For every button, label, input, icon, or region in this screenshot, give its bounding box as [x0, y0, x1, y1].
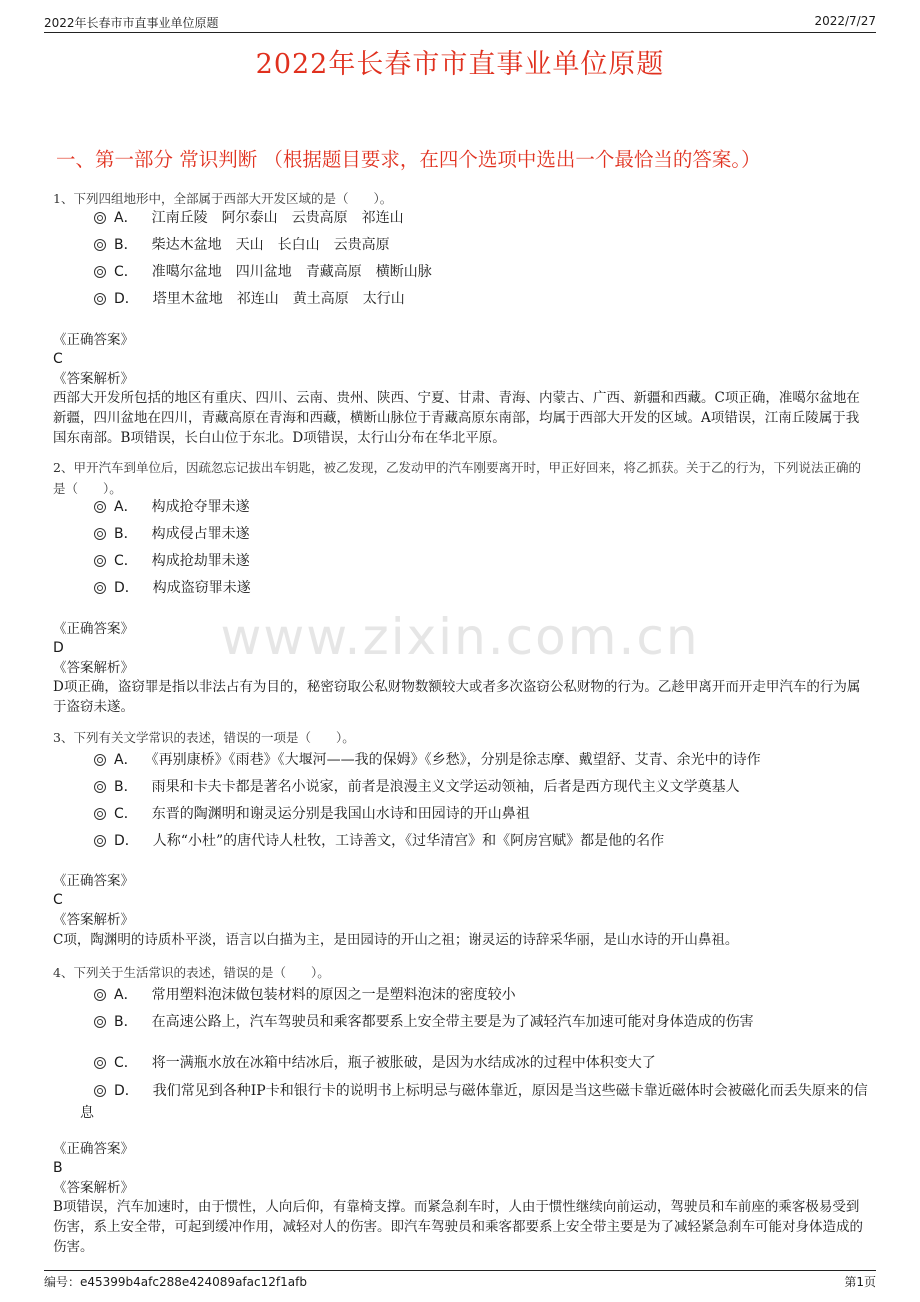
question-4-analysis-label: 《答案解析》	[53, 1180, 134, 1196]
question-1-option-c[interactable]: C． 准噶尔盆地 四川盆地 青藏高原 横断山脉	[94, 261, 864, 283]
question-4-analysis: B项错误，汽车加速时，由于惯性，人向后仰，有靠椅支撑。而紧急刹车时，人由于惯性继续向前运动，驾驶员和车前座的乘客极易受到伤害，系上安全带，可起到缓冲作用，减轻对人的伤害。即汽车驾驶员和乘客都要系上安全带主要是为了减轻紧急刹车可能对身体造成的伤害。	[53, 1199, 863, 1255]
header-date: 2022/7/27	[814, 14, 876, 28]
question-1-analysis-label: 《答案解析》	[53, 371, 134, 387]
radio-icon[interactable]	[94, 1057, 106, 1069]
question-2-stem: 2、甲开汽车到单位后，因疏忽忘记拔出车钥匙，被乙发现，乙发动甲的汽车刚要离开时，甲正好回来，将乙抓获。关于乙的行为，下列说法正确的是（ ）。	[53, 460, 861, 496]
question-4-answer: B	[53, 1160, 63, 1176]
radio-icon[interactable]	[94, 754, 106, 766]
header-doc-title: 2022年长春市市直事业单位原题	[44, 16, 219, 30]
page-header	[44, 12, 876, 33]
question-1-stem: 1、下列四组地形中，全部属于西部大开发区域的是（ ）。	[53, 191, 393, 206]
question-3-option-c[interactable]: C． 东晋的陶渊明和谢灵运分别是我国山水诗和田园诗的开山鼻祖	[94, 803, 864, 825]
question-3-option-d[interactable]: D． 人称“小杜”的唐代诗人杜牧，工诗善文，《过华清宫》和《阿房宫赋》都是他的名作	[94, 830, 864, 852]
question-2-answer: D	[53, 640, 64, 656]
question-3-option-b[interactable]: B． 雨果和卡夫卡都是著名小说家，前者是浪漫主义文学运动领袖，后者是西方现代主义文学奠基人	[94, 776, 864, 798]
question-2-option-a[interactable]: A． 构成抢夺罪未遂	[94, 496, 864, 518]
question-3-option-a[interactable]: A． 《再别康桥》《雨巷》《大堰河——我的保姆》《乡愁》，分别是徐志摩、戴望舒、艾青、余光中的诗作	[94, 749, 864, 771]
question-4-answer-label: 《正确答案》	[53, 1141, 134, 1157]
question-3-answer: C	[53, 892, 63, 908]
question-2-option-d[interactable]: D． 构成盗窃罪未遂	[94, 577, 864, 599]
footer-page-number: 第1页	[844, 1275, 876, 1289]
radio-icon[interactable]	[94, 293, 106, 305]
radio-icon[interactable]	[94, 808, 106, 820]
question-4-option-c[interactable]: C． 将一满瓶水放在冰箱中结冰后，瓶子被胀破，是因为水结成冰的过程中体积变大了	[94, 1052, 864, 1074]
radio-icon[interactable]	[94, 835, 106, 847]
radio-icon[interactable]	[94, 239, 106, 251]
question-3-analysis-label: 《答案解析》	[53, 912, 134, 928]
question-2-analysis: D项正确，盗窃罪是指以非法占有为目的，秘密窃取公私财物数额较大或者多次盗窃公私财物的行为。乙趁甲离开而开走甲汽车的行为属于盗窃未遂。	[53, 679, 861, 715]
question-4-option-a[interactable]: A． 常用塑料泡沫做包装材料的原因之一是塑料泡沫的密度较小	[94, 984, 864, 1006]
watermark: www.zixin.com.cn	[220, 608, 700, 666]
page-footer	[44, 1270, 876, 1291]
radio-icon[interactable]	[94, 212, 106, 224]
radio-icon[interactable]	[94, 1085, 106, 1097]
radio-icon[interactable]	[94, 528, 106, 540]
question-4-option-b[interactable]: B． 在高速公路上，汽车驾驶员和乘客都要系上安全带主要是为了减轻汽车加速可能对身体造成的伤害	[94, 1011, 864, 1033]
footer-doc-id: 编号：e45399b4afc288e424089afac12f1afb	[44, 1275, 307, 1289]
question-4-option-d[interactable]: D． 我们常见到各种IP卡和银行卡的说明书上标明忌与磁体靠近，原因是当这些磁卡靠近磁体时会被磁化而丢失原来的信息	[80, 1083, 868, 1121]
radio-icon[interactable]	[94, 989, 106, 1001]
question-1-answer: C	[53, 351, 63, 367]
radio-icon[interactable]	[94, 582, 106, 594]
question-2-option-b[interactable]: B． 构成侵占罪未遂	[94, 523, 864, 545]
question-1-answer-label: 《正确答案》	[53, 332, 134, 348]
question-1-option-b[interactable]: B． 柴达木盆地 天山 长白山 云贵高原	[94, 234, 864, 256]
radio-icon[interactable]	[94, 555, 106, 567]
question-4-stem: 4、下列关于生活常识的表述，错误的是（ ）。	[53, 965, 330, 980]
section-heading: 一、第一部分 常识判断 （根据题目要求，在四个选项中选出一个最恰当的答案。）	[56, 148, 761, 171]
question-2-analysis-label: 《答案解析》	[53, 660, 134, 676]
question-3-answer-label: 《正确答案》	[53, 873, 134, 889]
question-1-option-d[interactable]: D． 塔里木盆地 祁连山 黄土高原 太行山	[94, 288, 864, 310]
question-3-analysis: C项，陶渊明的诗质朴平淡，语言以白描为主，是田园诗的开山之祖；谢灵运的诗辞采华丽，是山水诗的开山鼻祖。	[53, 932, 739, 948]
question-1-analysis: 西部大开发所包括的地区有重庆、四川、云南、贵州、陕西、宁夏、甘肃、青海、内蒙古、广西、新疆和西藏。C项正确，准噶尔盆地在新疆，四川盆地在四川，青藏高原在青海和西藏，横断山脉位于青藏高原东南部，均属于西部大开发的区域。A项错误，江南丘陵属于我国东南部。B项错误，长白山位于东北。D项错误，太行山分布在华北平原。	[53, 390, 860, 446]
radio-icon[interactable]	[94, 266, 106, 278]
radio-icon[interactable]	[94, 501, 106, 513]
question-2-option-c[interactable]: C． 构成抢劫罪未遂	[94, 550, 864, 572]
radio-icon[interactable]	[94, 781, 106, 793]
question-1-option-a[interactable]: A． 江南丘陵 阿尔泰山 云贵高原 祁连山	[94, 207, 864, 229]
question-2-answer-label: 《正确答案》	[53, 621, 134, 637]
radio-icon[interactable]	[94, 1016, 106, 1028]
question-3-stem: 3、下列有关文学常识的表述，错误的一项是（ ）。	[53, 730, 355, 745]
page-title: 2022年长春市市直事业单位原题	[255, 49, 665, 80]
